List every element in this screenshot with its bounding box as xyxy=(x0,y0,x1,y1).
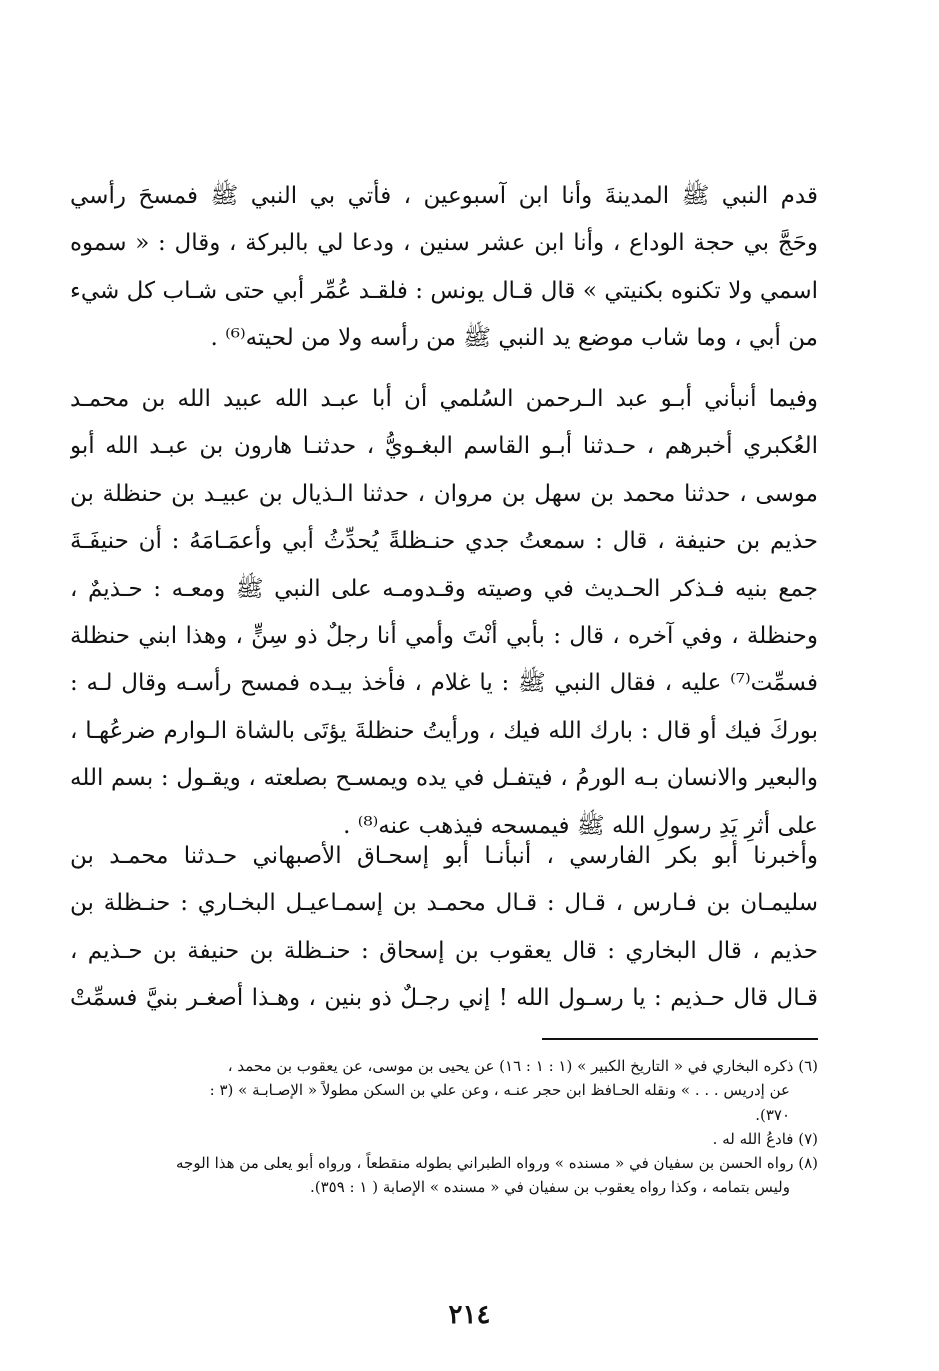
text-line: بوركَ فيك أو قال : بارك الله فيك ، ورأيتُ حنظلةَ يؤتَى بالشاة الـوارم ضرعُهـا ، xyxy=(70,717,818,744)
text-line: العُكبري أخبرهم ، حـدثنا أبـو القاسم البغـويُّ ، حدثنـا هارون بن عبـد الله أبو xyxy=(70,433,818,460)
text-line: والبعير والانسان بـه الورمُ ، فيتفـل في يده ويمسـح بصلعته ، ويقـول : بسم الله xyxy=(70,765,818,792)
text-line: فسمِّت⁽⁷⁾ عليه ، فقال النبي ﷺ : يا غلام ، فأخذ بيـده فمسح رأسـه وقال لـه : xyxy=(70,670,818,697)
text-line: حذيم ، قال البخاري : قال يعقوب بن إسحاق : حنـظلة بن حنيفة بن حـذيم ، xyxy=(70,937,818,964)
text-line: حذيم بن حنيفة ، قال : سمعتُ جدي حنـظلةً يُحدِّثُ أبي وأعمَـامَهُ : أن حنيفَـةَ xyxy=(70,528,818,555)
text-line: اسمي ولا تكنوه بكنيتي » قال قـال يونس : فلقـد عُمِّر أبي حتى شـاب كل شيء xyxy=(70,277,818,304)
text-line: من أبي ، وما شاب موضع يد النبي ﷺ من رأسه ولا من لحيته⁽⁶⁾ . xyxy=(210,325,818,352)
text-line: وحنظلة ، وفي آخره ، قال : بأبي أنْتَ وأمي أنا رجلٌ ذو سِنٍّ ، وهذا ابني حنظلة xyxy=(70,622,818,649)
footnote-6-line: (٦) ذكره البخاري في « التاريخ الكبير » (١ : ١ : ١٦) عن يحيى بن موسى، عن يعقوب بن محمد ، xyxy=(227,1057,818,1075)
page-number: ٢١٤ xyxy=(448,1300,491,1330)
text-line: موسى ، حدثنا محمد بن سهل بن مروان ، حدثنا الـذيال بن عبيـد بن حنظلة بن xyxy=(70,480,818,507)
text-line: وحَجَّ بي حجة الوداع ، وأنا ابن عشر سنين ، ودعا لي بالبركة ، وقال : « سموه xyxy=(70,230,818,257)
footnote-6-line: عن إدريس . . . » ونقله الحـافظ ابن حجر عنـه ، وعن علي بن السكن مطولاً « الإصـابـة » (٣ : xyxy=(209,1081,790,1100)
paragraph-3 xyxy=(70,833,818,1023)
text-line: جمع بنيه فـذكر الحـديث في وصيته وقـدومـه على النبي ﷺ ومعـه : حـذيمٌ ، xyxy=(70,575,818,602)
footnote-8-line: وليس بتمامه ، وكذا رواه يعقوب بن سفيان في « مسنده » الإصابة ( ١ : ٣٥٩). xyxy=(309,1178,790,1197)
text-line: على أثرِ يَدِ رسولِ الله ﷺ فيمسحه فيذهب عنه⁽⁸⁾ . xyxy=(343,812,818,839)
text-line: وفيما أنبأني أبـو عبد الـرحمن السُلمي أن أبا عبـد الله عبيد الله بن محمـد xyxy=(70,386,818,412)
footnote-8-line: (٨) رواه الحسن بن سفيان في « مسنده » ورواه الطبراني بطوله منقطعاً ، ورواه أبو يعلى من هذا الوجه xyxy=(176,1154,818,1173)
paragraph-2 xyxy=(70,376,818,850)
text-line: وأخبرنا أبو بكر الفارسي ، أنبأنـا أبو إسحـاق الأصبهاني حـدثنا محمـد بن xyxy=(70,843,818,869)
text-line: قـال قال حـذيم : يا رسـول الله ! إني رجـلٌ ذو بنين ، وهـذا أصغـر بنيَّ فسمِّتْ xyxy=(70,985,818,1012)
paragraph-1 xyxy=(70,173,818,363)
text-line: قدم النبي ﷺ المدينةَ وأنا ابن آسبوعين ، فأتي بي النبي ﷺ فمسحَ رأسي xyxy=(70,183,818,209)
footnote-divider xyxy=(542,1038,818,1040)
footnote-7-line: (٧) فادعُ الله له . xyxy=(712,1129,818,1148)
footnote-6-line: ٣٧٠). xyxy=(755,1105,790,1124)
footnotes xyxy=(70,1054,818,1200)
text-line: سليمـان بن فـارس ، قـال : قـال محمـد بن إسمـاعيـل البخـاري : حنـظلة بن xyxy=(70,890,818,917)
